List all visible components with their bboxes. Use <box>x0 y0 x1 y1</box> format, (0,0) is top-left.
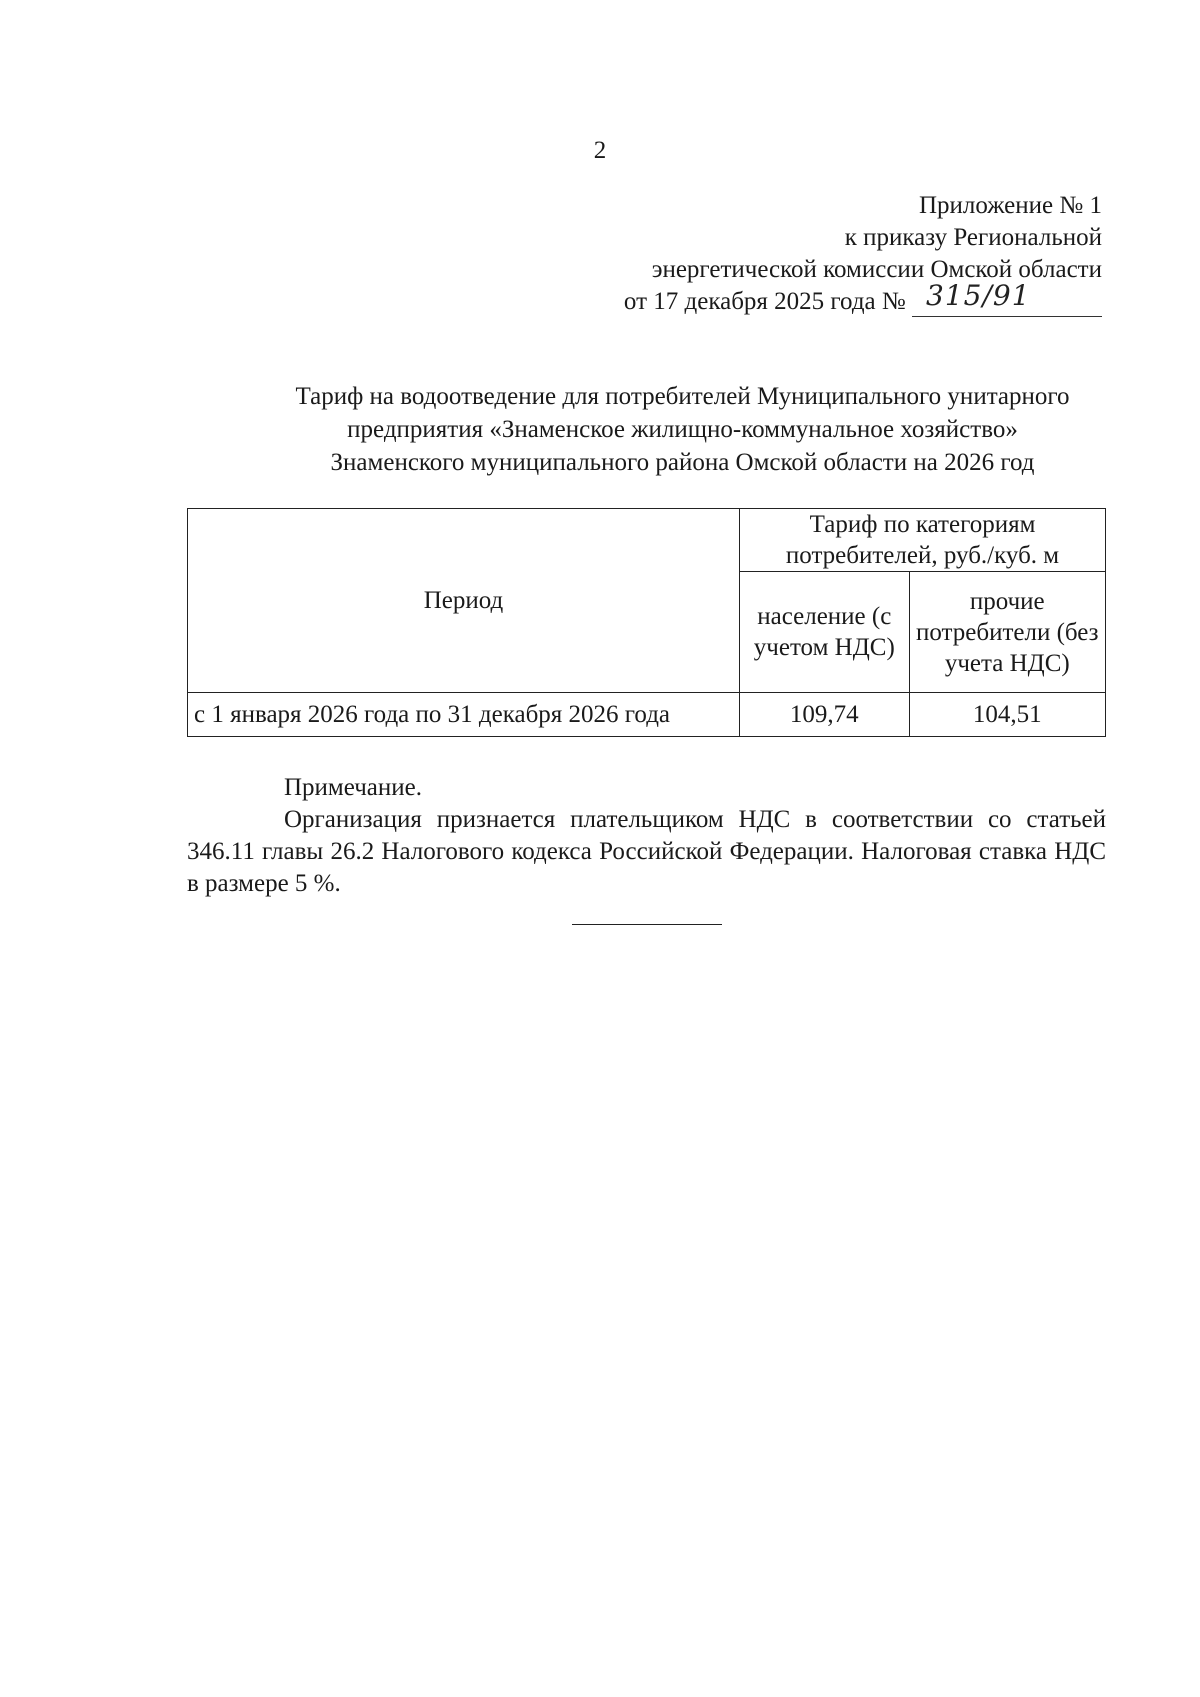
note-title: Примечание. <box>284 774 423 801</box>
table-header-row <box>188 509 1106 572</box>
header-other: прочие потребители (без учета НДС) <box>909 572 1105 693</box>
appendix-line-2: к приказу Региональной <box>844 224 1102 251</box>
page-number: 2 <box>593 137 607 164</box>
cell-population: 109,74 <box>740 693 910 737</box>
document-title <box>255 380 1110 479</box>
tariff-table <box>187 508 1106 737</box>
appendix-line-3: энергетической комиссии Омской области <box>651 256 1102 283</box>
title-line-2: предприятия «Знаменское жилищно-коммунальное хозяйство» <box>347 416 1018 443</box>
title-line-1: Тариф на водоотведение для потребителей Муниципального унитарного <box>295 383 1070 410</box>
order-date: от 17 декабря 2025 года № <box>623 288 906 315</box>
order-number: 315/91 <box>926 279 1031 312</box>
appendix-line-1: Приложение № 1 <box>918 192 1102 219</box>
appendix-block <box>624 190 1102 318</box>
table-row <box>188 693 1106 737</box>
title-line-3: Знаменского муниципального района Омской области на 2026 год <box>330 449 1035 476</box>
handwritten-order-number <box>912 279 1102 317</box>
note-block <box>187 772 1106 900</box>
header-tariff: Тариф по категориям потребителей, руб./куб. м <box>740 509 1106 572</box>
end-divider <box>572 924 722 925</box>
header-population: население (с учетом НДС) <box>740 572 910 693</box>
appendix-line-4 <box>623 279 1102 318</box>
cell-other: 104,51 <box>909 693 1105 737</box>
header-period: Период <box>188 509 740 693</box>
cell-period: с 1 января 2026 года по 31 декабря 2026 года <box>188 693 740 737</box>
note-text: Организация признается плательщиком НДС в соответствии со статьей 346.11 главы 26.2 Налогового кодекса Российской Федерации. Налоговая ставка НДС в размере 5 %. <box>187 806 1106 897</box>
